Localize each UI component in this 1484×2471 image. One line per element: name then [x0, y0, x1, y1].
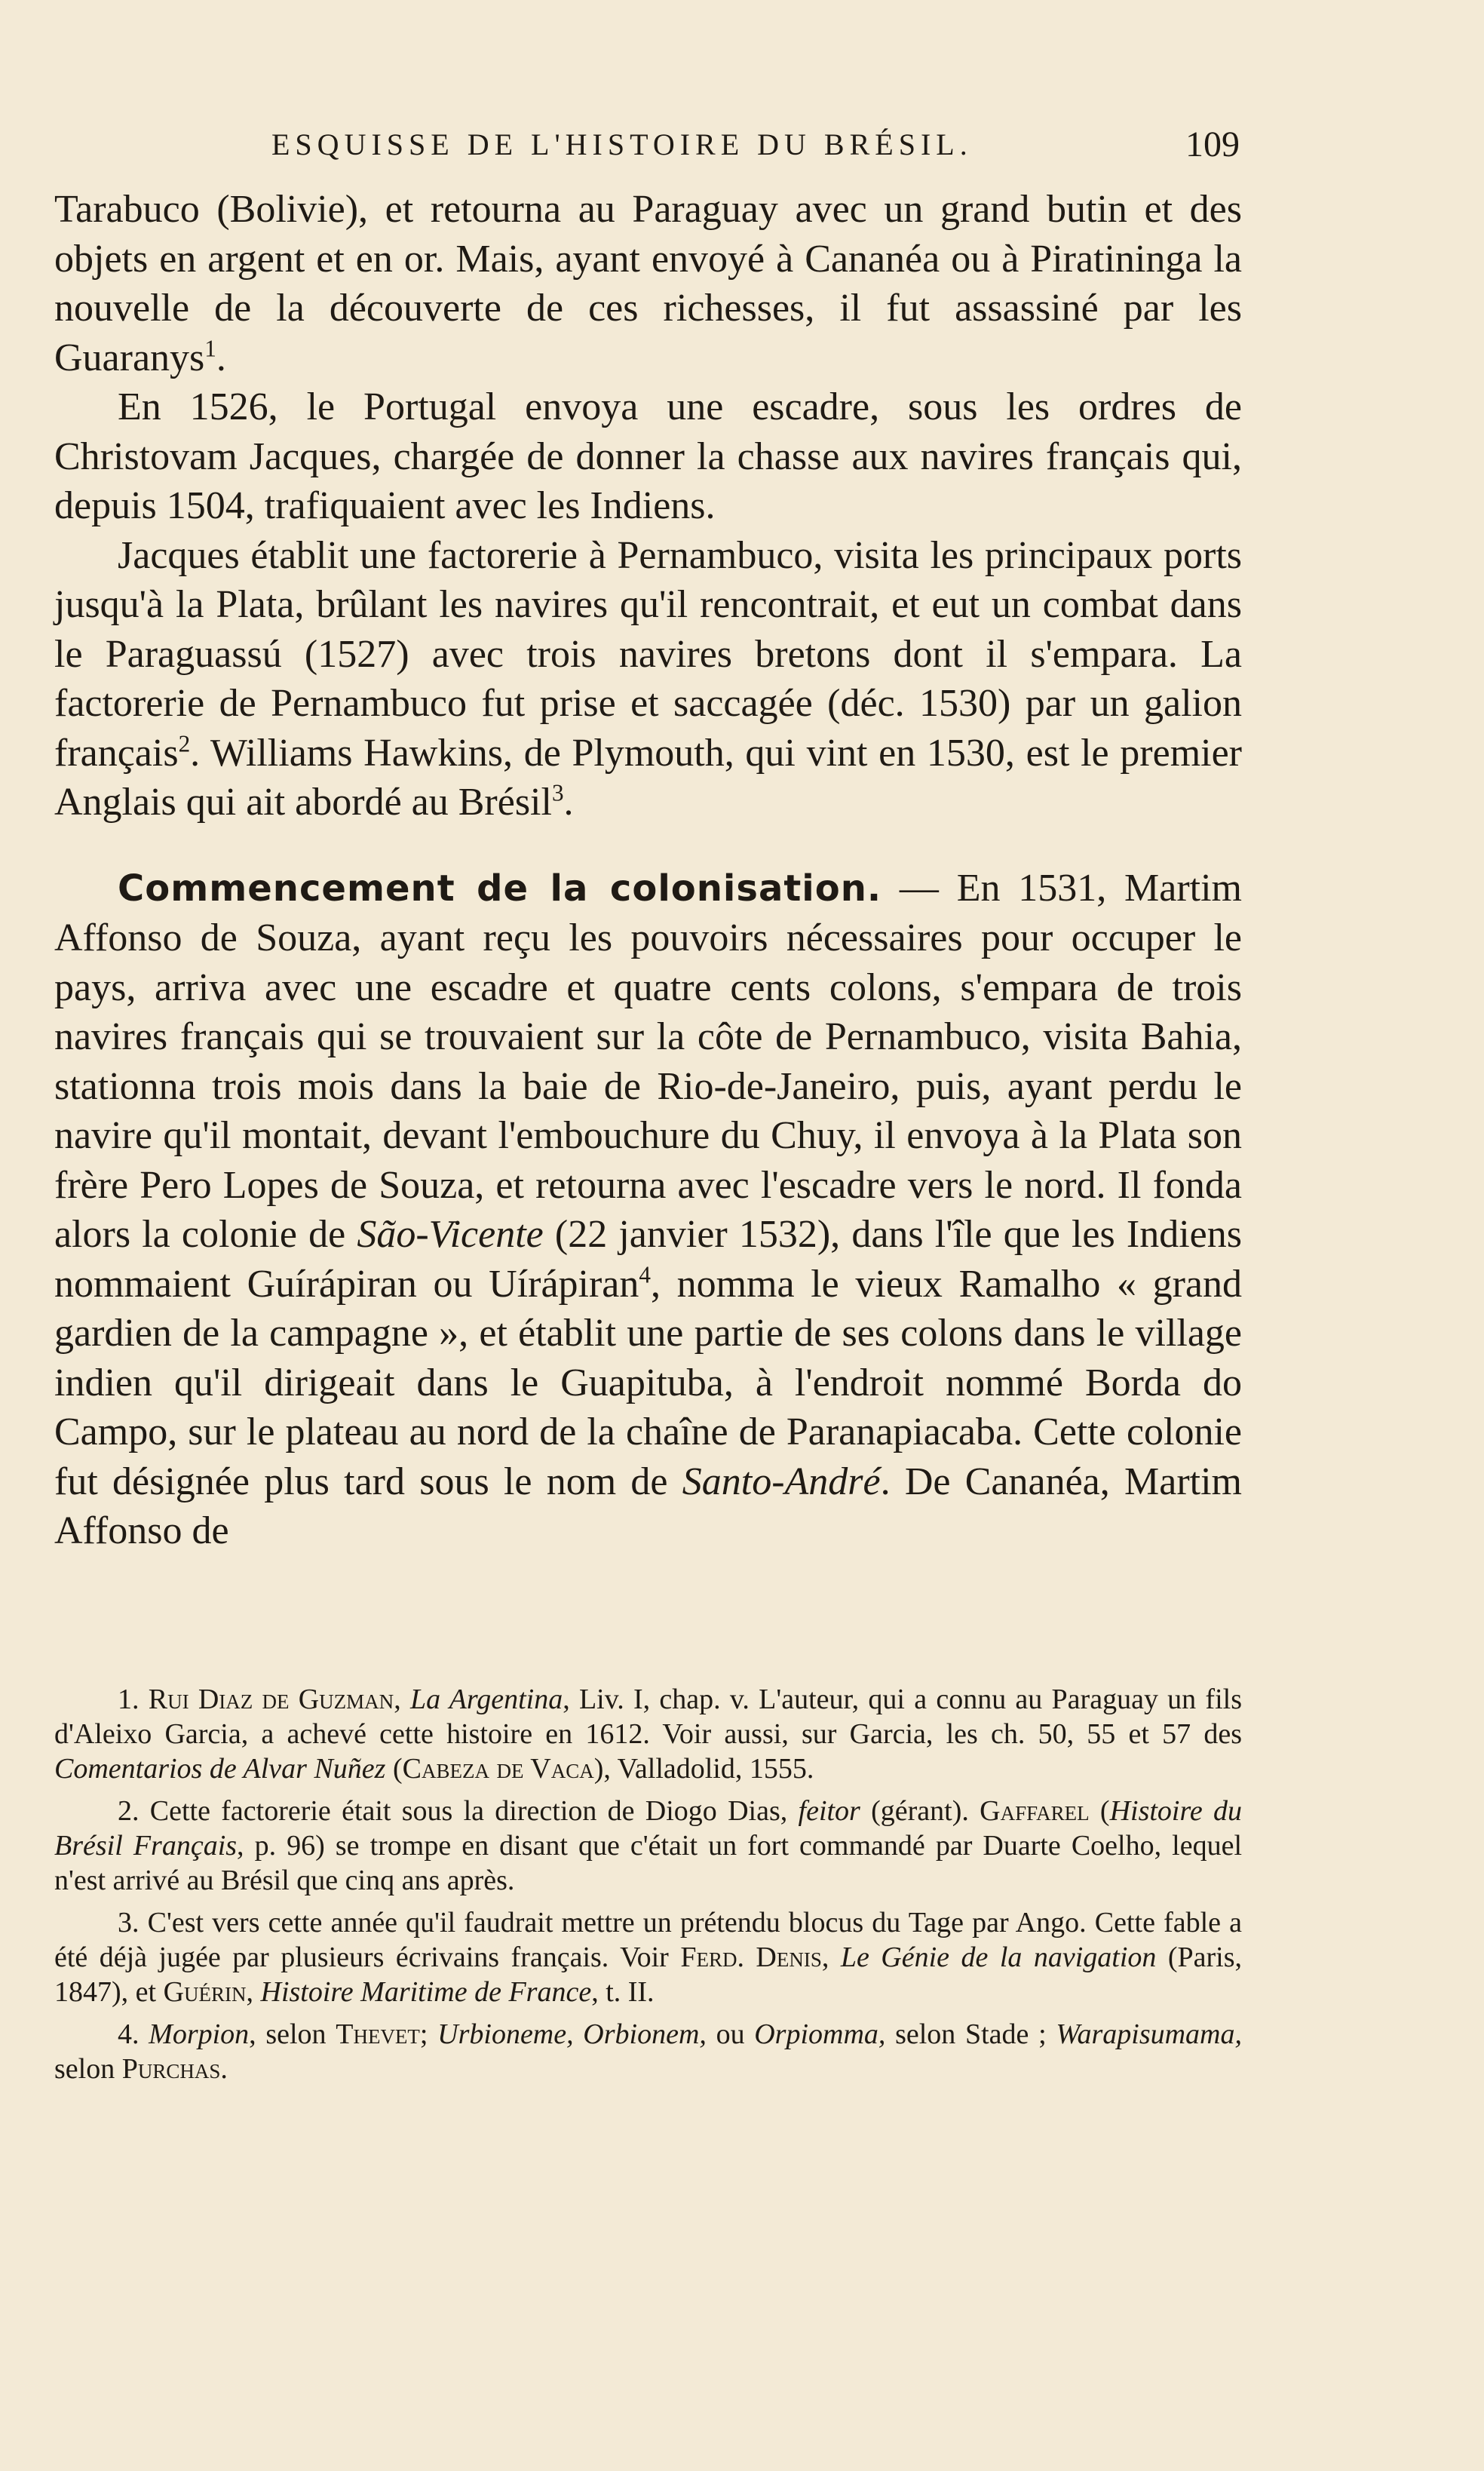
- footnote-3-sep: ,: [821, 1942, 841, 1973]
- footnote-4: [54, 2017, 1242, 2086]
- footnote-2-title: Histoire du Brésil Français: [54, 1795, 1242, 1862]
- footnote-2-end: , p. 96) se trompe en disant que c'était un fort commandé par Duarte Coelho, lequel n'est arrivé au Brésil que cinq ans après.: [54, 1830, 1243, 1896]
- footnote-ref-2[interactable]: 2: [178, 730, 191, 757]
- footnote-3-sep-2: ,: [246, 1976, 261, 2008]
- footnote-3: [54, 1905, 1242, 2009]
- footnote-4-author-2: Purchas: [121, 2053, 221, 2085]
- footnote-2-text-2: (gérant).: [860, 1795, 980, 1827]
- footnote-2-number: 2.: [118, 1795, 140, 1827]
- place-name-sao-vicente: São-Vicente: [357, 1213, 544, 1256]
- paragraph-1-end: .: [216, 336, 226, 379]
- section-heading: Commencement de la colonisation.: [118, 867, 882, 910]
- footnote-3-text: C'est vers cette année qu'il faudrait mettre un prétendu blocus du Tage par Ango. Cette fable a été déjà jugée par plusieurs écrivains français. Voir: [54, 1907, 1243, 1973]
- footnote-3-end: , t. II.: [591, 1976, 655, 2008]
- footnote-4-number: 4.: [118, 2018, 140, 2050]
- footnote-4-text: , selon: [249, 2018, 336, 2050]
- footnote-ref-3[interactable]: 3: [551, 779, 564, 806]
- footnote-ref-4[interactable]: 4: [639, 1261, 651, 1288]
- footnote-3-author-2: Guérin: [163, 1976, 247, 2008]
- footnote-1-sep: ,: [394, 1684, 410, 1715]
- footnote-2-author: Gaffarel: [980, 1795, 1090, 1827]
- paragraph-3-text-2: . Williams Hawkins, de Plymouth, qui vint en 1530, est le premier Anglais qui ait abordé au Brésil: [54, 731, 1242, 824]
- footnote-2: [54, 1794, 1242, 1898]
- footnote-4-author: Thevet: [336, 2018, 420, 2050]
- footnote-2-text: Cette factorerie était sous la direction de Diogo Dias,: [149, 1795, 799, 1827]
- place-name-santo-andre: Santo-André: [682, 1460, 881, 1503]
- footnote-4-text-2: ou: [706, 2018, 755, 2050]
- paragraph-3: [54, 531, 1242, 827]
- paragraph-4: [54, 864, 1242, 1556]
- page-number: 109: [1185, 124, 1240, 164]
- footnote-1-author-2: Cabeza de Vaca: [402, 1753, 594, 1785]
- footnote-4-term-4: Warapisumama,: [1056, 2018, 1242, 2050]
- paragraph-2: En 1526, le Portugal envoya une escadre, sous les ordres de Christovam Jacques, chargée de donner la chasse aux navires français qui, depuis 1504, trafiquaient avec les Indiens.: [54, 385, 1242, 527]
- footnote-4-text-3: selon Stade ;: [885, 2018, 1056, 2050]
- footnote-4-end: .: [220, 2053, 228, 2085]
- paragraph-4-end: . De Cananéa, Martim Affonso de: [54, 1460, 1242, 1552]
- footnote-1-title: La Argentina: [409, 1684, 563, 1715]
- paragraph-3-text: Jacques établit une factorerie à Pernambuco, visita les principaux ports jusqu'à la Plata, brûlant les navires qu'il rencontrait, et eut un combat dans le Paraguassú (1527) avec trois navires bretons dont il s'empara. La factorerie de Pernambuco fut prise et saccagée (déc. 1530) par un galion français: [54, 533, 1242, 775]
- running-title: ESQUISSE DE L'HISTOIRE DU BRÉSIL.: [271, 127, 973, 161]
- paragraph-4-text: — En 1531, Martim Affonso de Souza, ayant reçu les pouvoirs nécessaires pour occuper le pays, arriva avec une escadre et quatre cents colons, s'empara de trois navires français qui se trouvaient sur la côte de Pernambuco, visita Bahia, stationna trois mois dans la baie de Rio-de-Janeiro, puis, ayant perdu le navire qu'il montait, devant l'embouchure du Chuy, il envoya à la Plata son frère Pero Lopes de Souza, et retourna avec l'escadre vers le nord. Il fonda alors la colonie de: [54, 866, 1242, 1256]
- footnote-3-title-2: Histoire Maritime de France: [260, 1976, 592, 2008]
- footnote-4-term-2: Urbioneme, Orbionem,: [437, 2018, 707, 2050]
- footnote-1-text: , Liv. I, chap. v. L'auteur, qui a connu au Paraguay un fils d'Aleixo Garcia, a achevé cette histoire en 1612. Voir aussi, sur Garcia, les ch. 50, 55 et 57 des: [54, 1684, 1242, 1750]
- footnote-3-author: Ferd. Denis: [680, 1942, 822, 1973]
- footnote-4-term-1: Morpion: [149, 2018, 250, 2050]
- footnotes: [54, 1682, 1242, 2094]
- main-text: [54, 185, 1242, 1556]
- footnote-ref-1[interactable]: 1: [204, 335, 216, 362]
- footnote-1-end: ), Valladolid, 1555.: [593, 1753, 814, 1785]
- footnote-1-text-2: (: [385, 1753, 403, 1785]
- footnote-1: [54, 1682, 1242, 1786]
- footnote-2-text-3: (: [1089, 1795, 1110, 1827]
- footnote-4-term-3: Orpiomma,: [754, 2018, 886, 2050]
- paragraph-1: [54, 185, 1242, 382]
- paragraph-3-end: .: [563, 781, 574, 824]
- footnote-2-term: feitor: [798, 1795, 860, 1827]
- paragraph-4-text-3: , nomma le vieux Ramalho « grand gardien de la campagne », et établit une partie de ses colons dans le village indien qu'il dirigeait dans le Guapituba, à l'endroit nommé Borda do Campo, sur le plateau au nord de la chaîne de Paranapiacaba. Cette colonie fut désignée plus tard sous le nom de: [54, 1262, 1242, 1503]
- paragraph-4-text-2: (22 janvier 1532), dans l'île que les Indiens nommaient Guírápiran ou Uírápiran: [54, 1213, 1242, 1306]
- footnote-3-title: Le Génie de la navigation: [840, 1942, 1157, 1973]
- footnote-1-author: Rui Diaz de Guzman: [148, 1684, 394, 1715]
- paragraph-1-text: Tarabuco (Bolivie), et retourna au Paraguay avec un grand butin et des objets en argent et en or. Mais, ayant envoyé à Cananéa ou à Piratininga la nouvelle de la découverte de ces richesses, il fut assassiné par les Guaranys: [54, 188, 1242, 379]
- footnote-3-text-2: (Paris, 1847), et: [54, 1942, 1243, 2008]
- footnote-4-text-4: selon: [54, 2053, 122, 2085]
- footnote-1-title-2: Comentarios de Alvar Nuñez: [54, 1753, 386, 1785]
- footnote-3-number: 3.: [118, 1907, 140, 1938]
- footnote-1-number: 1.: [118, 1684, 140, 1715]
- footnote-4-sep: ;: [419, 2018, 438, 2050]
